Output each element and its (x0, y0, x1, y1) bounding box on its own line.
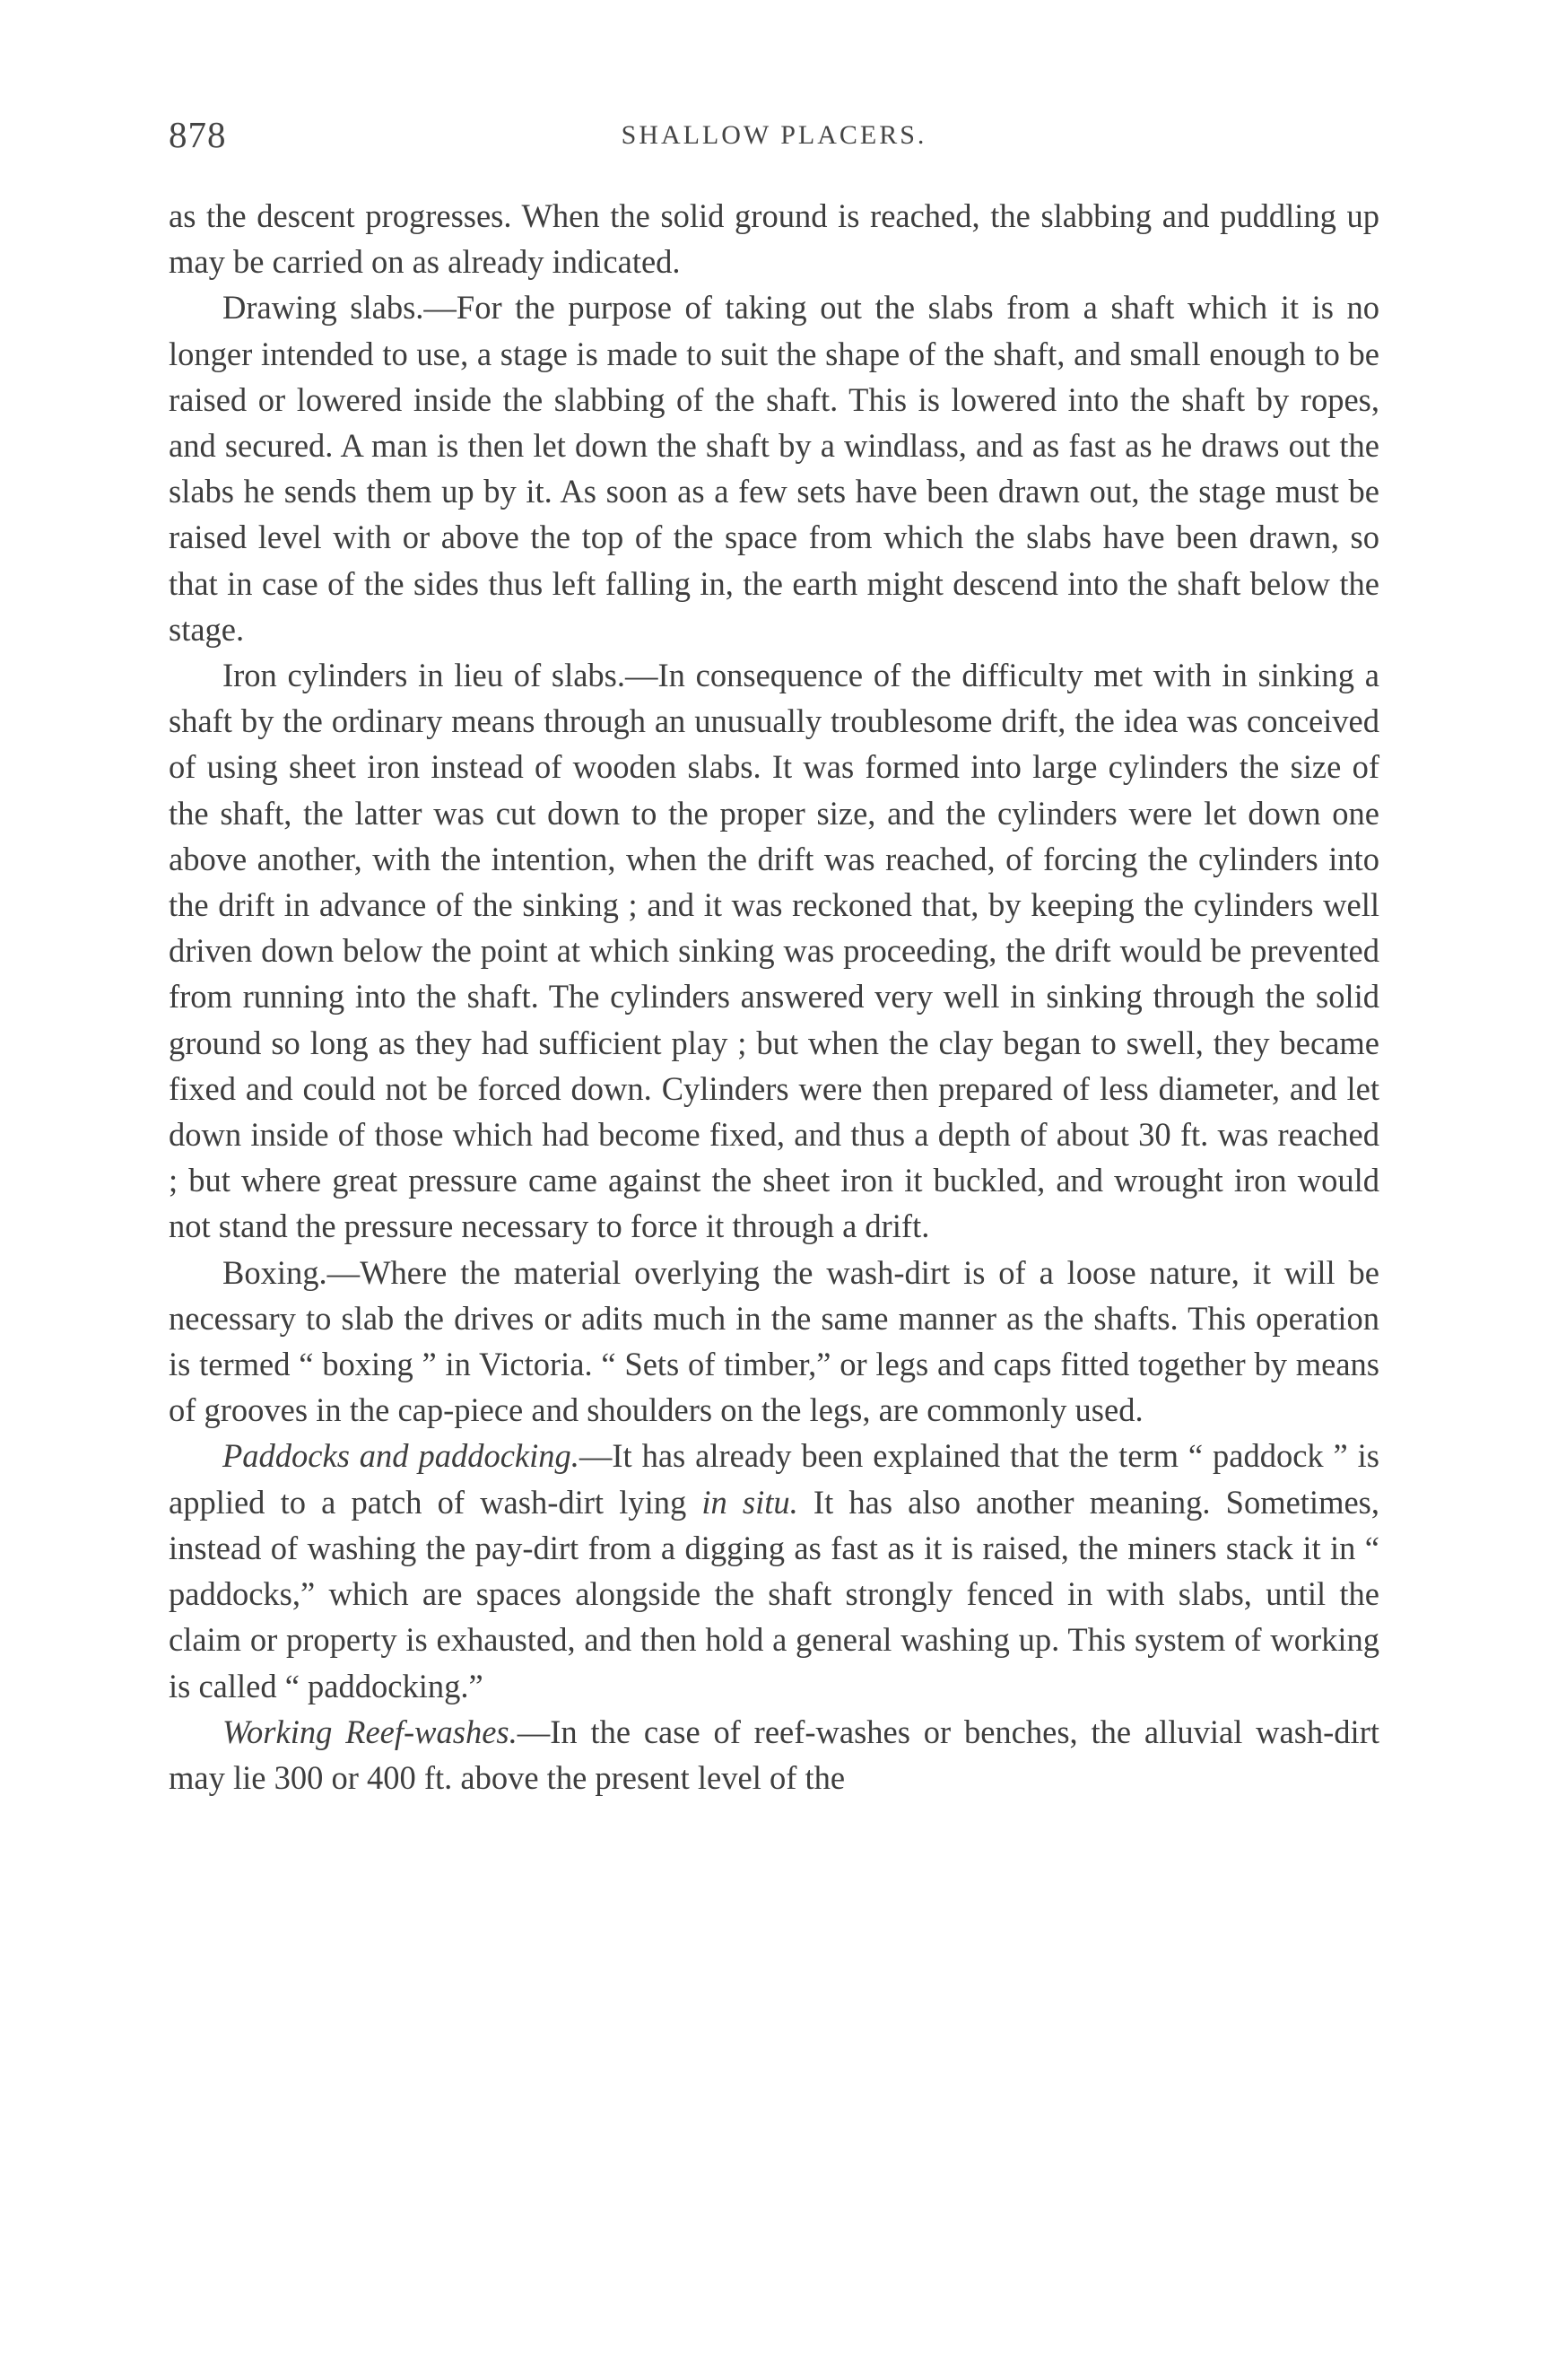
paragraph-continuation (169, 193, 1379, 284)
paragraph-text: as the descent progresses. When the solid ground is reached, the slabbing and puddling up may be carried on as already indicated. (169, 197, 1379, 281)
paragraph-text: Iron cylinders in lieu of slabs.—In consequence of the difficulty met with in sinking a shaft by the ordinary means through an unusually troublesome drift, the idea was conceived of using sheet iron instead of wooden slabs. It was formed into large cylinders the size of the shaft, the latter was cut down to the proper size, and the cylinders were let down one above another, with the intention, when the drift was reached, of forcing the cylinders into the drift in advance of the sinking ; and it was reckoned that, by keeping the cylinders well driven down below the point at which sinking was proceeding, the drift would be prevented from running into the shaft. The cylinders answered very well in sinking through the solid ground so long as they had sufficient play ; but when the clay began to swell, they became fixed and could not be forced down. Cylinders were then prepared of less diameter, and let down inside of those which had become fixed, and thus a depth of about 30 ft. was reached ; but where great pressure came against the sheet iron it buckled, and wrought iron would not stand the pressure necessary to force it through a drift. (169, 657, 1379, 1245)
paragraph-italic-term: in situ. (701, 1483, 798, 1521)
paragraph-heading: Working Reef-washes. (222, 1713, 518, 1750)
paragraph-drawing-slabs (169, 284, 1379, 652)
running-head: SHALLOW PLACERS. (621, 120, 927, 150)
body-text (169, 193, 1379, 1800)
paragraph-text: —In the case of reef-washes or benches, the alluvial wash-dirt may lie 300 or 400 ft. above the present level of the (169, 1713, 1379, 1796)
paragraph-paddocks (169, 1433, 1379, 1708)
paragraph-heading: Paddocks and paddocking. (222, 1437, 579, 1475)
paragraph-text: Boxing.—Where the material overlying the wash-dirt is of a loose nature, it will be necessary to slab the drives or adits much in the same manner as the shafts. This operation is termed “ boxing ” in Victoria. “ Sets of timber,” or legs and caps fitted together by means of grooves in the cap-piece and shoulders on the legs, are commonly used. (169, 1253, 1379, 1429)
paragraph-reef-washes (169, 1709, 1379, 1800)
page-number: 878 (169, 114, 227, 155)
paragraph-text: It has also another meaning. Sometimes, instead of washing the pay-dirt from a digging as fast as it is raised, the miners stack it in “ paddocks,” which are spaces alongside the shaft strongly fenced in with slabs, until the claim or property is exhausted, and then hold a general washing up. This system of working is called “ paddocking.” (169, 1483, 1379, 1704)
paragraph-text: —It has already been explained that the term “ paddock ” is applied to a patch of wash-dirt lying (169, 1437, 1379, 1521)
paragraph-text: Drawing slabs.—For the purpose of taking out the slabs from a shaft which it is no longer intended to use, a stage is made to suit the shape of the shaft, and small enough to be raised or lowered inside the slabbing of the shaft. This is lowered into the shaft by ropes, and secured. A man is then let down the shaft by a windlass, and as fast as he draws out the slabs he sends them up by it. As soon as a few sets have been drawn out, the stage must be raised level with or above the top of the space from which the slabs have been drawn, so that in case of the sides thus left falling in, the earth might descend into the shaft below the stage. (169, 289, 1379, 648)
paragraph-iron-cylinders (169, 652, 1379, 1250)
paragraph-boxing (169, 1250, 1379, 1434)
page-header (169, 113, 1379, 167)
